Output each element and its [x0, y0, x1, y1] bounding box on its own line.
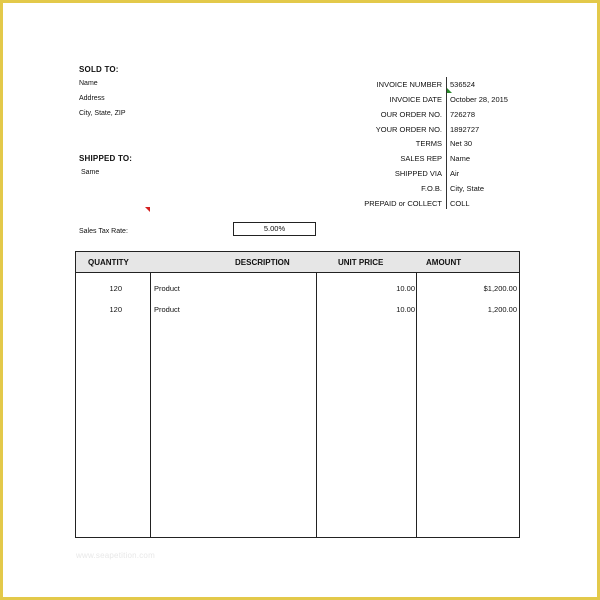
header-unit-price: UNIT PRICE	[338, 258, 384, 267]
terms-label: TERMS	[415, 139, 442, 148]
shipped-to-heading: SHIPPED TO:	[79, 154, 133, 163]
row-2-unit-price: 10.00	[396, 305, 415, 314]
invoice-date-label: INVOICE DATE	[389, 95, 442, 104]
sold-to-city-state-zip: City, State, ZIP	[79, 110, 126, 117]
sold-to-name: Name	[79, 80, 98, 87]
your-order-no-value: 1892727	[450, 125, 480, 134]
invoice-number-value: 536524	[450, 80, 476, 89]
our-order-no-label: OUR ORDER NO.	[380, 110, 442, 119]
shipped-to-value: Same	[81, 169, 100, 176]
fob-value: City, State	[450, 184, 485, 193]
our-order-no-value: 726278	[450, 110, 476, 119]
watermark: www.seapetition.com	[76, 551, 155, 560]
comment-indicator	[145, 207, 150, 212]
prepaid-or-collect-label: PREPAID or COLLECT	[364, 199, 442, 208]
row-2-amount: 1,200.00	[487, 305, 517, 314]
sold-to-address: Address	[79, 95, 105, 102]
column-divider	[150, 272, 151, 537]
row-2-description: Product	[154, 305, 180, 314]
shipped-via-label: SHIPPED VIA	[394, 169, 442, 178]
sales-rep-label: SALES REP	[400, 154, 442, 163]
invoice-number-label: INVOICE NUMBER	[376, 80, 442, 89]
shipped-via-value: Air	[450, 169, 460, 178]
row-2-quantity: 120	[109, 305, 122, 314]
terms-value: Net 30	[450, 139, 473, 148]
row-1-quantity: 120	[109, 284, 122, 293]
header-quantity: QUANTITY	[88, 258, 129, 267]
your-order-no-label: YOUR ORDER NO.	[375, 125, 442, 134]
prepaid-or-collect-value: COLL	[450, 199, 470, 208]
header-amount: AMOUNT	[426, 258, 462, 267]
header-description: DESCRIPTION	[235, 258, 290, 267]
row-1-amount: $1,200.00	[483, 284, 517, 293]
sales-tax-input[interactable]: 5.00%	[233, 222, 316, 236]
row-1-unit-price: 10.00	[396, 284, 415, 293]
meta-divider	[446, 77, 447, 209]
sales-rep-value: Name	[450, 154, 471, 163]
table-header	[76, 252, 519, 273]
sales-tax-label: Sales Tax Rate:	[79, 228, 128, 235]
fob-label: F.O.B.	[421, 184, 442, 193]
sold-to-heading: SOLD TO:	[79, 65, 119, 74]
invoice-date-value: October 28, 2015	[450, 95, 508, 104]
row-1-description: Product	[154, 284, 180, 293]
cell-note-indicator	[447, 88, 452, 93]
line-items-table	[75, 251, 520, 538]
